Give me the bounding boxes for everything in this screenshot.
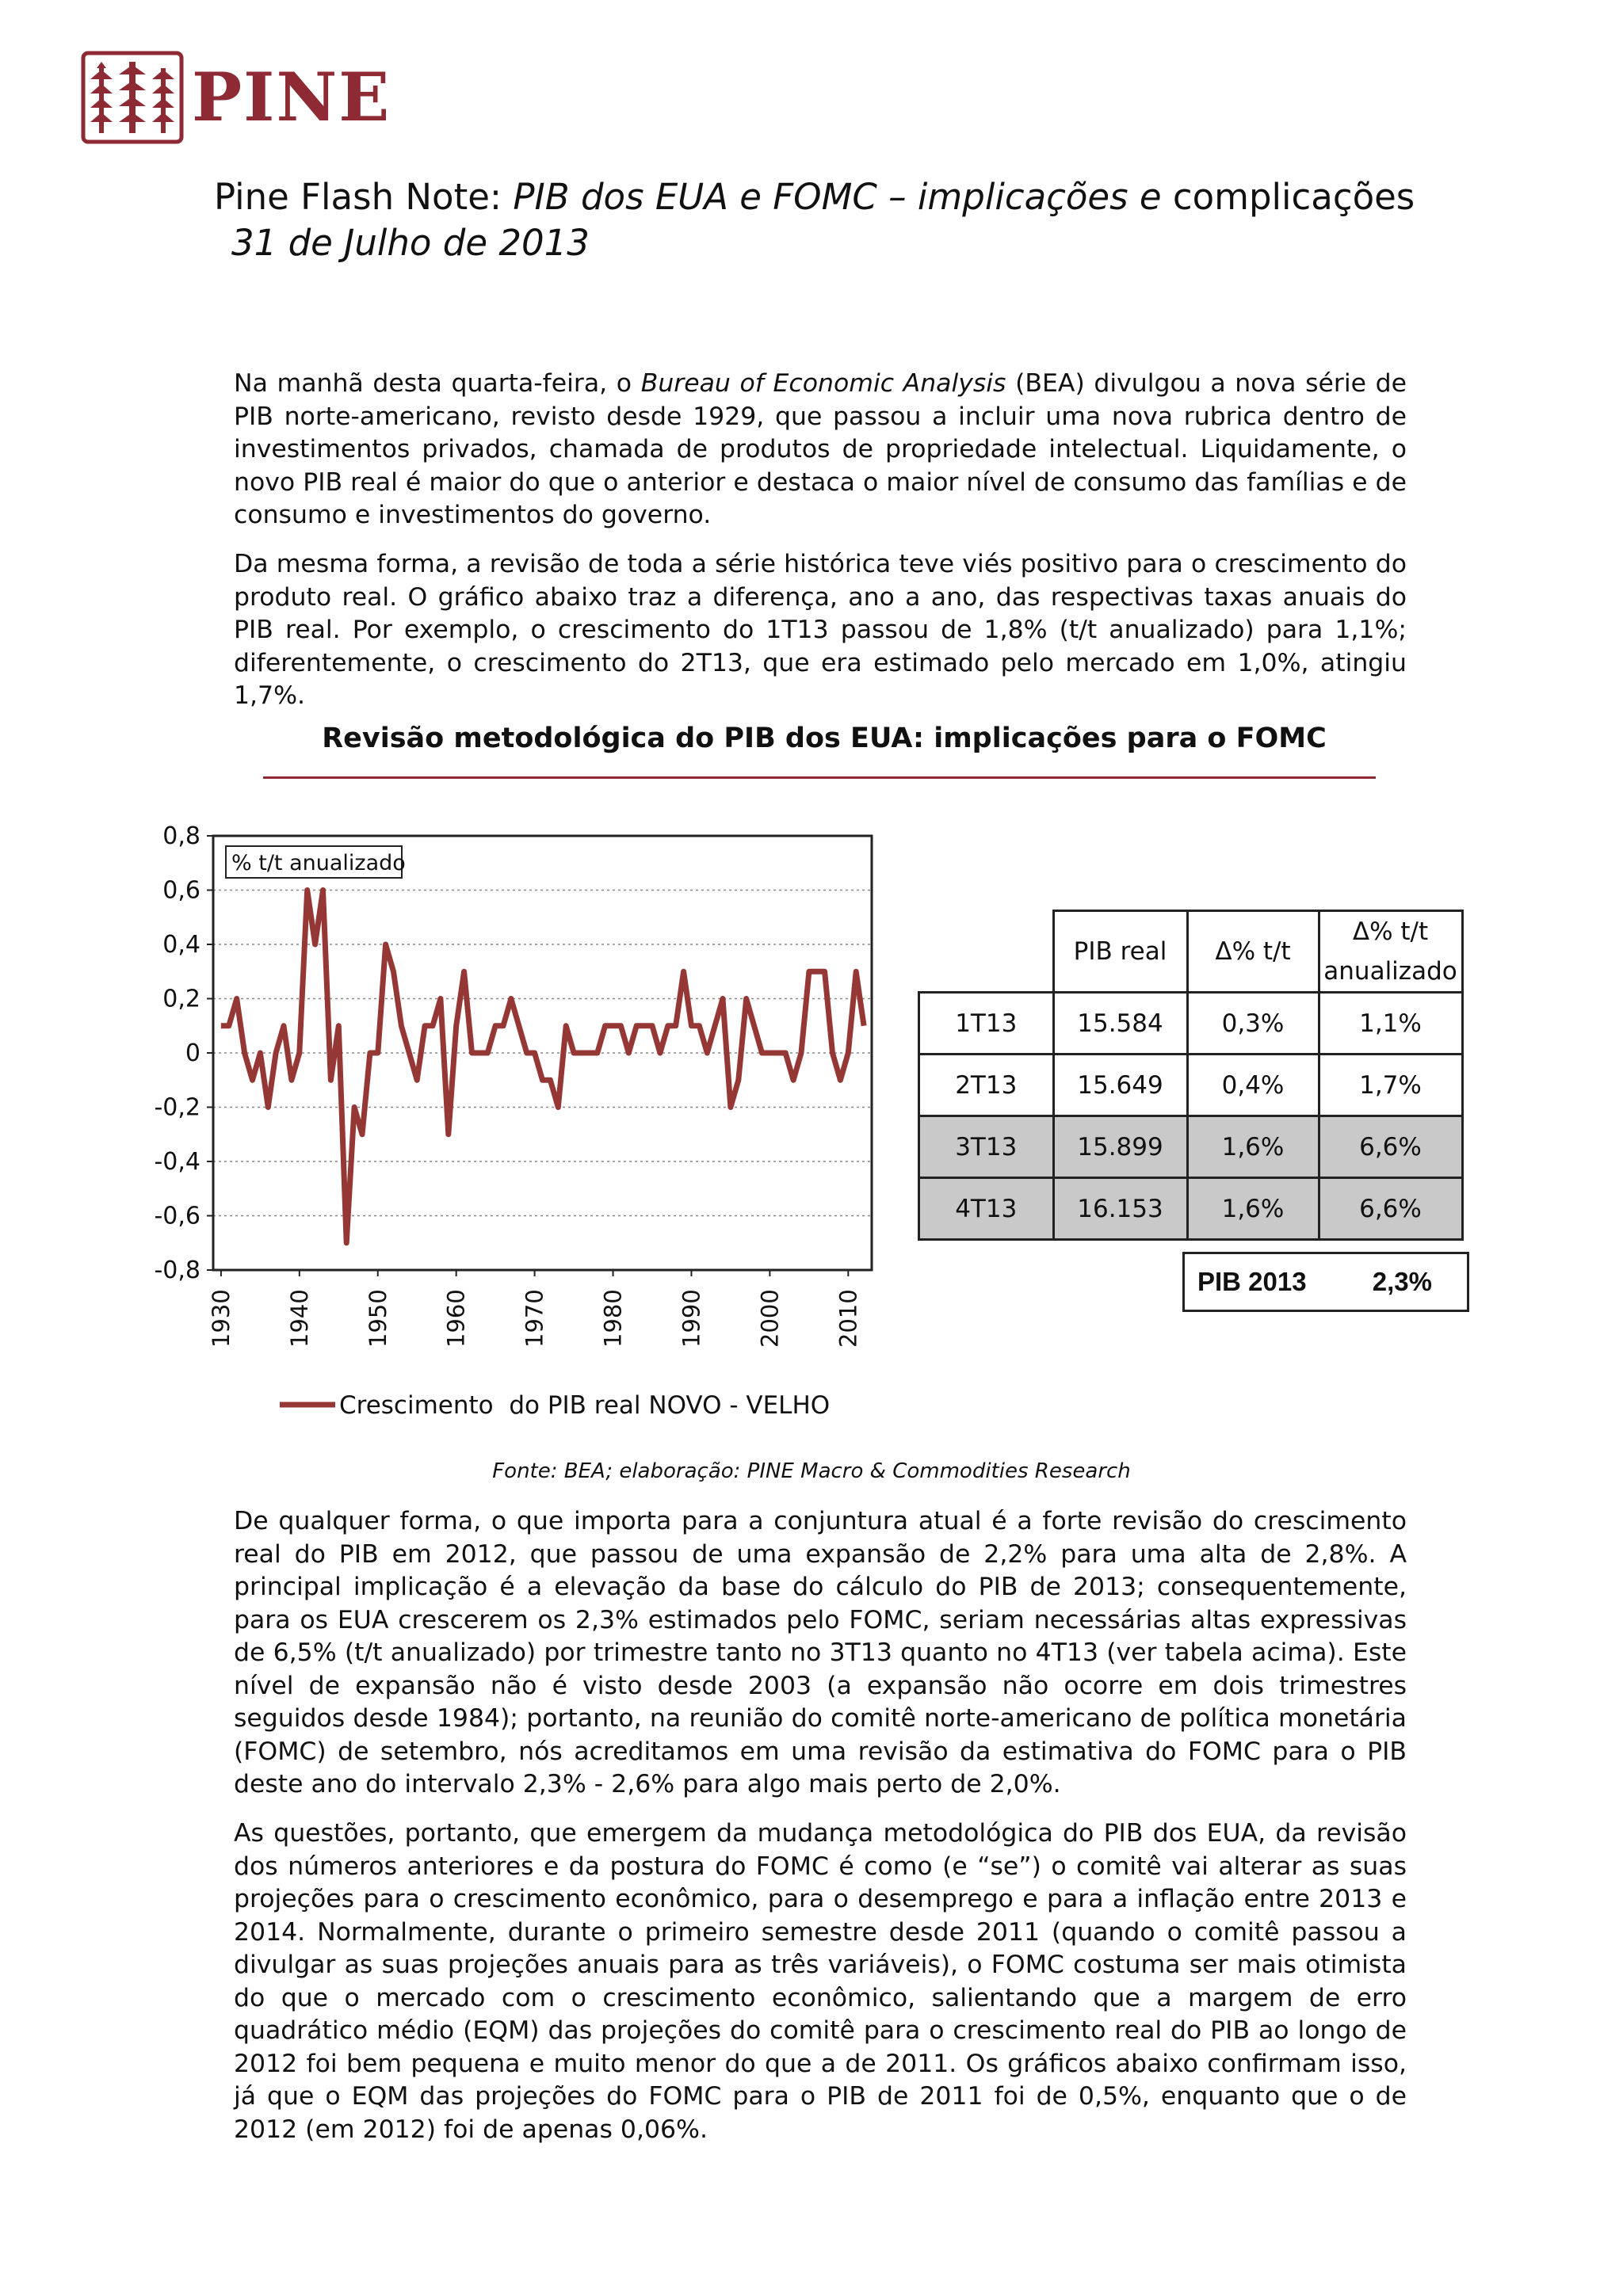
pib-2013-label: PIB 2013 <box>1197 1267 1307 1296</box>
quarter-cell: 3T13 <box>919 1116 1054 1178</box>
annotation-text: % t/t anualizado <box>231 851 406 875</box>
x-tick-label: 1960 <box>442 1289 470 1348</box>
y-tick-label: 0,2 <box>162 985 200 1013</box>
pib-cell: 15.899 <box>1053 1116 1187 1178</box>
pib-cell: 16.153 <box>1053 1178 1187 1240</box>
title-part-2: complicações <box>1161 176 1415 218</box>
publication-date: 31 de Julho de 2013 <box>231 222 590 264</box>
y-tick-label: -0,6 <box>154 1202 200 1230</box>
table-header-row <box>919 911 1463 993</box>
title-part-1: Pine Flash Note: <box>214 176 514 218</box>
header-annualized-label: anualizado <box>1323 957 1457 986</box>
x-tick-label: 1950 <box>364 1289 391 1348</box>
tt-cell: 1,6% <box>1187 1116 1319 1178</box>
x-axis-ticks <box>208 1270 861 1348</box>
x-tick-label: 1980 <box>599 1289 627 1348</box>
y-axis-ticks <box>154 822 213 1284</box>
chart-section-title: Revisão metodológica do PIB dos EUA: implicações para o FOMC <box>322 723 1327 754</box>
x-tick-label: 1990 <box>678 1289 705 1348</box>
quarter-cell: 2T13 <box>919 1055 1054 1116</box>
header-delta-tt-label: Δ% t/t <box>1352 917 1429 946</box>
annualized-cell: 6,6% <box>1319 1178 1462 1240</box>
table-row <box>919 993 1463 1055</box>
annualized-cell: 1,7% <box>1319 1055 1462 1116</box>
pib-2013-value: 2,3% <box>1372 1267 1432 1296</box>
legend-label: Crescimento do PIB real NOVO - VELHO <box>339 1391 831 1420</box>
header-delta-tt-annualized <box>1319 911 1462 993</box>
source-note: Fonte: BEA; elaboração: PINE Macro & Commodities Research <box>492 1459 1131 1483</box>
tt-cell: 1,6% <box>1187 1178 1319 1240</box>
pib-cell: 15.584 <box>1053 993 1187 1055</box>
tt-cell: 0,3% <box>1187 993 1319 1055</box>
quarter-cell: 4T13 <box>919 1178 1054 1240</box>
annualized-cell: 1,1% <box>1319 993 1462 1055</box>
pib-cell: 15.649 <box>1053 1055 1187 1116</box>
paragraph-1 <box>234 368 1407 532</box>
brand-name: PINE <box>192 58 391 136</box>
pine-tree-logo-icon <box>81 51 184 144</box>
x-tick-label: 1930 <box>207 1289 235 1348</box>
quarter-cell: 1T13 <box>919 993 1054 1055</box>
table-row <box>919 1178 1463 1240</box>
annualized-cell: 6,6% <box>1319 1116 1462 1178</box>
paragraph-1-start: Na manhã desta quarta-feira, o <box>234 369 641 398</box>
y-tick-label: -0,2 <box>154 1093 200 1122</box>
paragraph-3: De qualquer forma, o que importa para a conjuntura atual é a forte revisão do crescimento real do PIB em 2012, que passou de uma expansão de 2,2% para uma alta de 2,8%. A principal implicação é a elevação da base do cálculo do PIB de 2013; consequentemente, para os EUA crescerem os 2,3% estimados pelo FOMC, seriam necessárias altas expressivas de 6,5% (t/t anualizado) por trimestre tanto no 3T13 quanto no 4T13 (ver tabela acima). Este nível de expansão não é visto desde 2003 (a expansão não ocorre em dois trimestres seguidos desde 1984); portanto, na reunião do comitê norte-americano de política monetária (FOMC) de setembro, nós acreditamos em uma revisão da estimativa do FOMC para o PIB deste ano do intervalo 2,3% - 2,6% para algo mais perto de 2,0%. <box>234 1507 1407 1798</box>
header-pib-real: PIB real <box>1053 911 1187 993</box>
series-line <box>221 891 864 1243</box>
x-tick-label: 2010 <box>834 1289 862 1348</box>
title-italic-part: PIB dos EUA e FOMC – implicações e <box>513 176 1162 218</box>
page-title <box>214 176 1415 218</box>
x-tick-label: 2000 <box>756 1289 784 1348</box>
title-divider <box>263 776 1376 779</box>
tt-cell: 0,4% <box>1187 1055 1319 1116</box>
x-tick-label: 1940 <box>285 1289 313 1348</box>
paragraph-1-end: (BEA) divulgou a nova série de PIB norte-americano, revisto desde 1929, que passou a incluir uma nova rubrica dentro de investimentos privados, chamada de produtos de propriedade intelectual. Liquidamente, o novo PIB real é maior do que o anterior e destaca o maior nível de consumo das famílias e de consumo e investimentos do governo. <box>234 369 1407 529</box>
y-tick-label: 0,8 <box>162 822 200 850</box>
paragraph-1-italic: Bureau of Economic Analysis <box>640 369 1006 398</box>
table-row <box>919 1116 1463 1178</box>
paragraph-4: As questões, portanto, que emergem da mudança metodológica do PIB dos EUA, da revisão dos números anteriores e da postura do FOMC é como (e “se”) o comitê vai alterar as suas projeções para o crescimento econômico, para o desemprego e para a inflação entre 2013 e 2014. Normalmente, durante o primeiro semestre desde 2011 (quando o comitê passou a divulgar as suas projeções anuais para as três variáveis), o FOMC costuma ser mais otimista do que o mercado com o crescimento econômico, salientando que a margem de erro quadrático médio (EQM) das projeções do comitê para o crescimento real do PIB ao longo de 2012 foi bem pequena e muito menor do que a de 2011. Os gráficos abaixo confirmam isso, já que o EQM das projeções do FOMC para o PIB de 2011 foi de 0,5%, enquanto que o de 2012 (em 2012) foi de apenas 0,06%. <box>234 1819 1407 2144</box>
gdp-quarterly-table <box>918 910 1464 1241</box>
header-delta-tt: Δ% t/t <box>1187 911 1319 993</box>
y-tick-label: 0,4 <box>162 931 200 959</box>
paragraph-2: Da mesma forma, a revisão de toda a série histórica teve viés positivo para o crescimento do produto real. O gráfico abaixo traz a diferença, ano a ano, das respectivas taxas anuais do PIB real. Por exemplo, o crescimento do 1T13 passou de 1,8% (t/t anualizado) para 1,1%; diferentemente, o crescimento do 2T13, que era estimado pelo mercado em 1,0%, atingiu 1,7%. <box>234 550 1407 710</box>
y-tick-label: -0,4 <box>154 1148 200 1176</box>
table-header-blank <box>919 911 1054 993</box>
table-row <box>919 1055 1463 1116</box>
y-tick-label: 0,6 <box>162 876 200 905</box>
pib-2013-summary <box>1182 1252 1469 1312</box>
pine-logo <box>81 51 391 144</box>
x-tick-label: 1970 <box>521 1289 548 1348</box>
y-tick-label: -0,8 <box>154 1257 200 1284</box>
gdp-revision-chart <box>135 816 896 1442</box>
y-tick-label: 0 <box>185 1039 200 1067</box>
